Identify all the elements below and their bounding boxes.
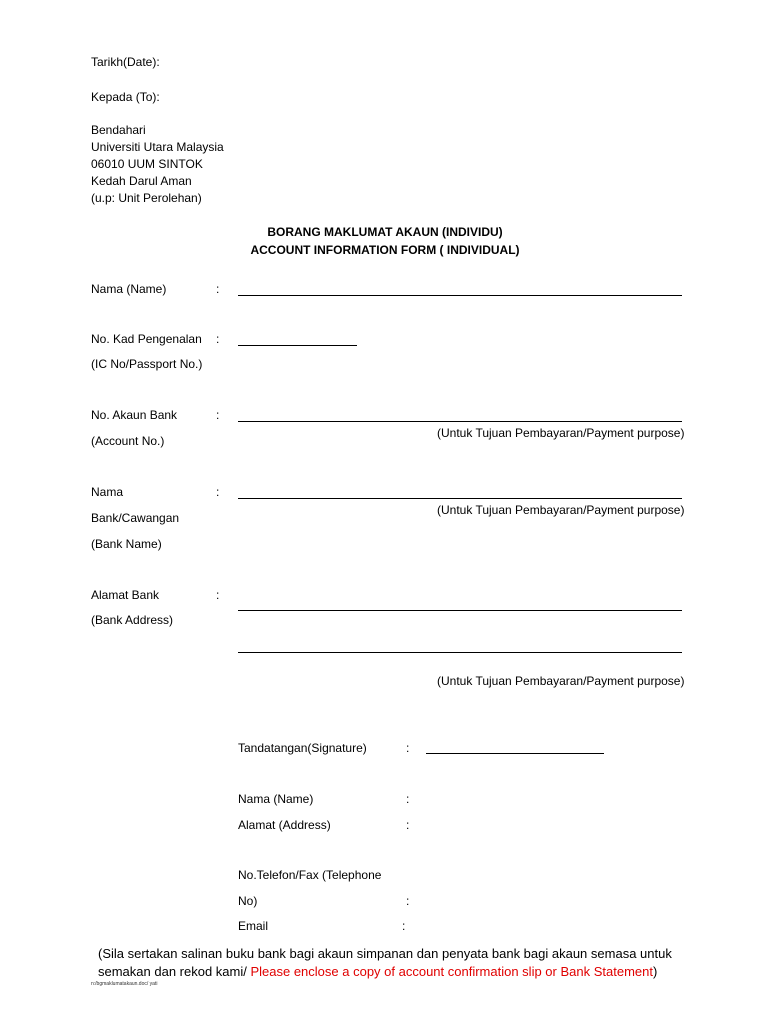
bank-address-field-line-2[interactable] (238, 652, 682, 653)
enclosure-note-close: ) (652, 964, 658, 979)
bank-name-field-line[interactable] (238, 498, 682, 499)
file-reference: n:/bgmaklumatakaun.doc/ yati (91, 981, 158, 987)
address-line: (u.p: Unit Perolehan) (91, 191, 202, 205)
form-title-malay: BORANG MAKLUMAT AKAUN (INDIVIDU) (267, 225, 503, 239)
bank-name-sub-label: Bank/Cawangan (91, 511, 180, 525)
payment-purpose-note: (Untuk Tujuan Pembayaran/Payment purpose) (437, 426, 685, 440)
phone-label: No.Telefon/Fax (Telephone (238, 868, 382, 882)
to-label: Kepada (To): (91, 90, 160, 104)
email-label: Email (238, 919, 269, 933)
payment-purpose-note: (Untuk Tujuan Pembayaran/Payment purpose) (437, 503, 685, 517)
enclosure-note-english: Please enclose a copy of account confirmation slip or Bank Statement (250, 964, 653, 979)
enclosure-note-line1: (Sila sertakan salinan buku bank bagi akaun simpanan dan penyata bank bagi akaun semasa untuk (98, 946, 672, 961)
name-field-line[interactable] (238, 295, 682, 296)
ic-label: No. Kad Pengenalan (91, 332, 202, 346)
address-line: Universiti Utara Malaysia (91, 140, 224, 154)
colon: : (406, 741, 410, 755)
account-label: No. Akaun Bank (91, 408, 178, 422)
date-label: Tarikh(Date): (91, 55, 160, 69)
payment-purpose-note: (Untuk Tujuan Pembayaran/Payment purpose) (437, 674, 685, 688)
colon: : (216, 332, 220, 346)
bank-address-label: Alamat Bank (91, 588, 160, 602)
enclosure-note-line2 (98, 963, 657, 980)
enclosure-note-malay: semakan dan rekod kami/ (98, 964, 251, 979)
signature-field-line[interactable] (426, 753, 604, 754)
phone-label-cont: No) (238, 894, 258, 908)
address-line: Kedah Darul Aman (91, 174, 192, 188)
bank-name-label: Nama (91, 485, 124, 499)
colon: : (216, 588, 220, 602)
colon: : (406, 894, 410, 908)
address-line: Bendahari (91, 123, 146, 137)
colon: : (216, 408, 220, 422)
colon: : (406, 818, 410, 832)
bank-address-sub-label: (Bank Address) (91, 613, 174, 627)
colon: : (216, 282, 220, 296)
signer-name-label: Nama (Name) (238, 792, 314, 806)
account-field-line[interactable] (238, 421, 682, 422)
signature-label: Tandatangan(Signature) (238, 741, 367, 755)
ic-sub-label: (IC No/Passport No.) (91, 357, 203, 371)
account-sub-label: (Account No.) (91, 434, 165, 448)
name-label: Nama (Name) (91, 282, 167, 296)
form-title-english: ACCOUNT INFORMATION FORM ( INDIVIDUAL) (250, 243, 520, 257)
bank-name-sub-label: (Bank Name) (91, 537, 162, 551)
colon: : (402, 919, 406, 933)
ic-field-line[interactable] (238, 345, 357, 346)
colon: : (216, 485, 220, 499)
colon: : (406, 792, 410, 806)
signer-address-label: Alamat (Address) (238, 818, 331, 832)
bank-address-field-line-1[interactable] (238, 610, 682, 611)
address-line: 06010 UUM SINTOK (91, 157, 203, 171)
